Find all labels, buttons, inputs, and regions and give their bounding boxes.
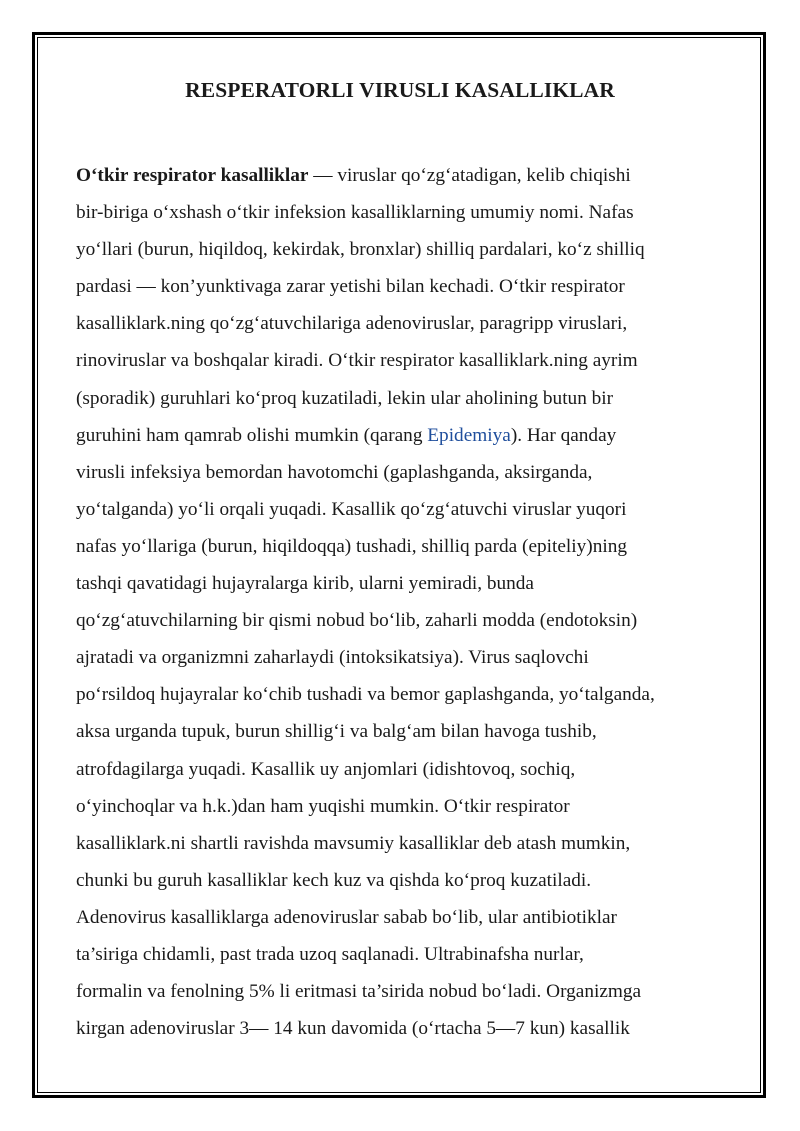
text-line: yo‘talganda) yo‘li orqali yuqadi. Kasallik qo‘zg‘atuvchi viruslar yuqori [76,498,627,520]
text-segment: ). Har qanday [510,424,617,446]
text-line: ta’siriga chidamli, past trada uzoq saqlanadi. Ultrabinafsha nurlar, [76,943,584,965]
text-line [76,417,726,454]
text-line: Adenovirus kasalliklarga adenoviruslar sabab bo‘lib, ular antibiotiklar [76,906,617,928]
document-title: RESPERATORLI VIRUSLI KASALLIKLAR [185,78,615,102]
text-line: ajratadi va organizmni zaharlaydi (intoksikatsiya). Virus saqlovchi [76,647,589,669]
text-line [76,157,726,194]
text-line: kirgan adenoviruslar 3— 14 kun davomida (o‘rtacha 5—7 kun) kasallik [76,1018,630,1040]
text-line: po‘rsildoq hujayralar ko‘chib tushadi va bemor gaplashganda, yo‘talganda, [76,684,655,706]
text-line: pardasi — kon’yunktivaga zarar yetishi bilan kechadi. O‘tkir respirator [76,276,625,298]
text-line: formalin va fenolning 5% li eritmasi ta’sirida nobud bo‘ladi. Organizmga [76,981,642,1003]
text-line: o‘yinchoqlar va h.k.)dan ham yuqishi mumkin. O‘tkir respirator [76,795,570,817]
epidemiya-link[interactable]: Epidemiya [427,424,511,446]
text-line: kasalliklark.ni shartli ravishda mavsumiy kasalliklar deb atash mumkin, [76,832,631,854]
text-line: virusli infeksiya bemordan havotomchi (gaplashganda, aksirganda, [76,461,593,483]
text-segment: guruhini ham qamrab olishi mumkin (qarang [76,424,428,446]
text-line: kasalliklark.ning qo‘zg‘atuvchilariga adenoviruslar, paragripp viruslari, [76,313,628,335]
text-line: tashqi qavatidagi hujayralarga kirib, ularni yemiradi, bunda [76,573,534,595]
text-line: yo‘llari (burun, hiqildoq, kekirdak, bronxlar) shilliq pardalari, ko‘z shilliq [76,239,645,261]
text-line: bir-biriga o‘xshash o‘tkir infeksion kasalliklarning umumiy nomi. Nafas [76,202,634,224]
defined-term: O‘tkir respirator kasalliklar [76,165,309,186]
text-line: chunki bu guruh kasalliklar kech kuz va qishda ko‘proq kuzatiladi. [76,869,592,891]
text-segment: — viruslar qo‘zg‘atadigan, kelib chiqishi [308,165,631,186]
text-line: atrofdagilarga yuqadi. Kasallik uy anjomlari (idishtovoq, sochiq, [76,758,576,780]
text-line: (sporadik) guruhlari ko‘proq kuzatiladi, lekin ular aholining butun bir [76,387,614,409]
text-line: aksa urganda tupuk, burun shillig‘i va balg‘am bilan havoga tushib, [76,721,597,743]
body-paragraph [76,157,726,1047]
text-line: nafas yo‘llariga (burun, hiqildoqqa) tushadi, shilliq parda (epiteliy)ning [76,535,627,557]
text-line: qo‘zg‘atuvchilarning bir qismi nobud bo‘lib, zaharli modda (endotoksin) [76,610,638,632]
text-line: rinoviruslar va boshqalar kiradi. O‘tkir respirator kasalliklark.ning ayrim [76,350,638,372]
